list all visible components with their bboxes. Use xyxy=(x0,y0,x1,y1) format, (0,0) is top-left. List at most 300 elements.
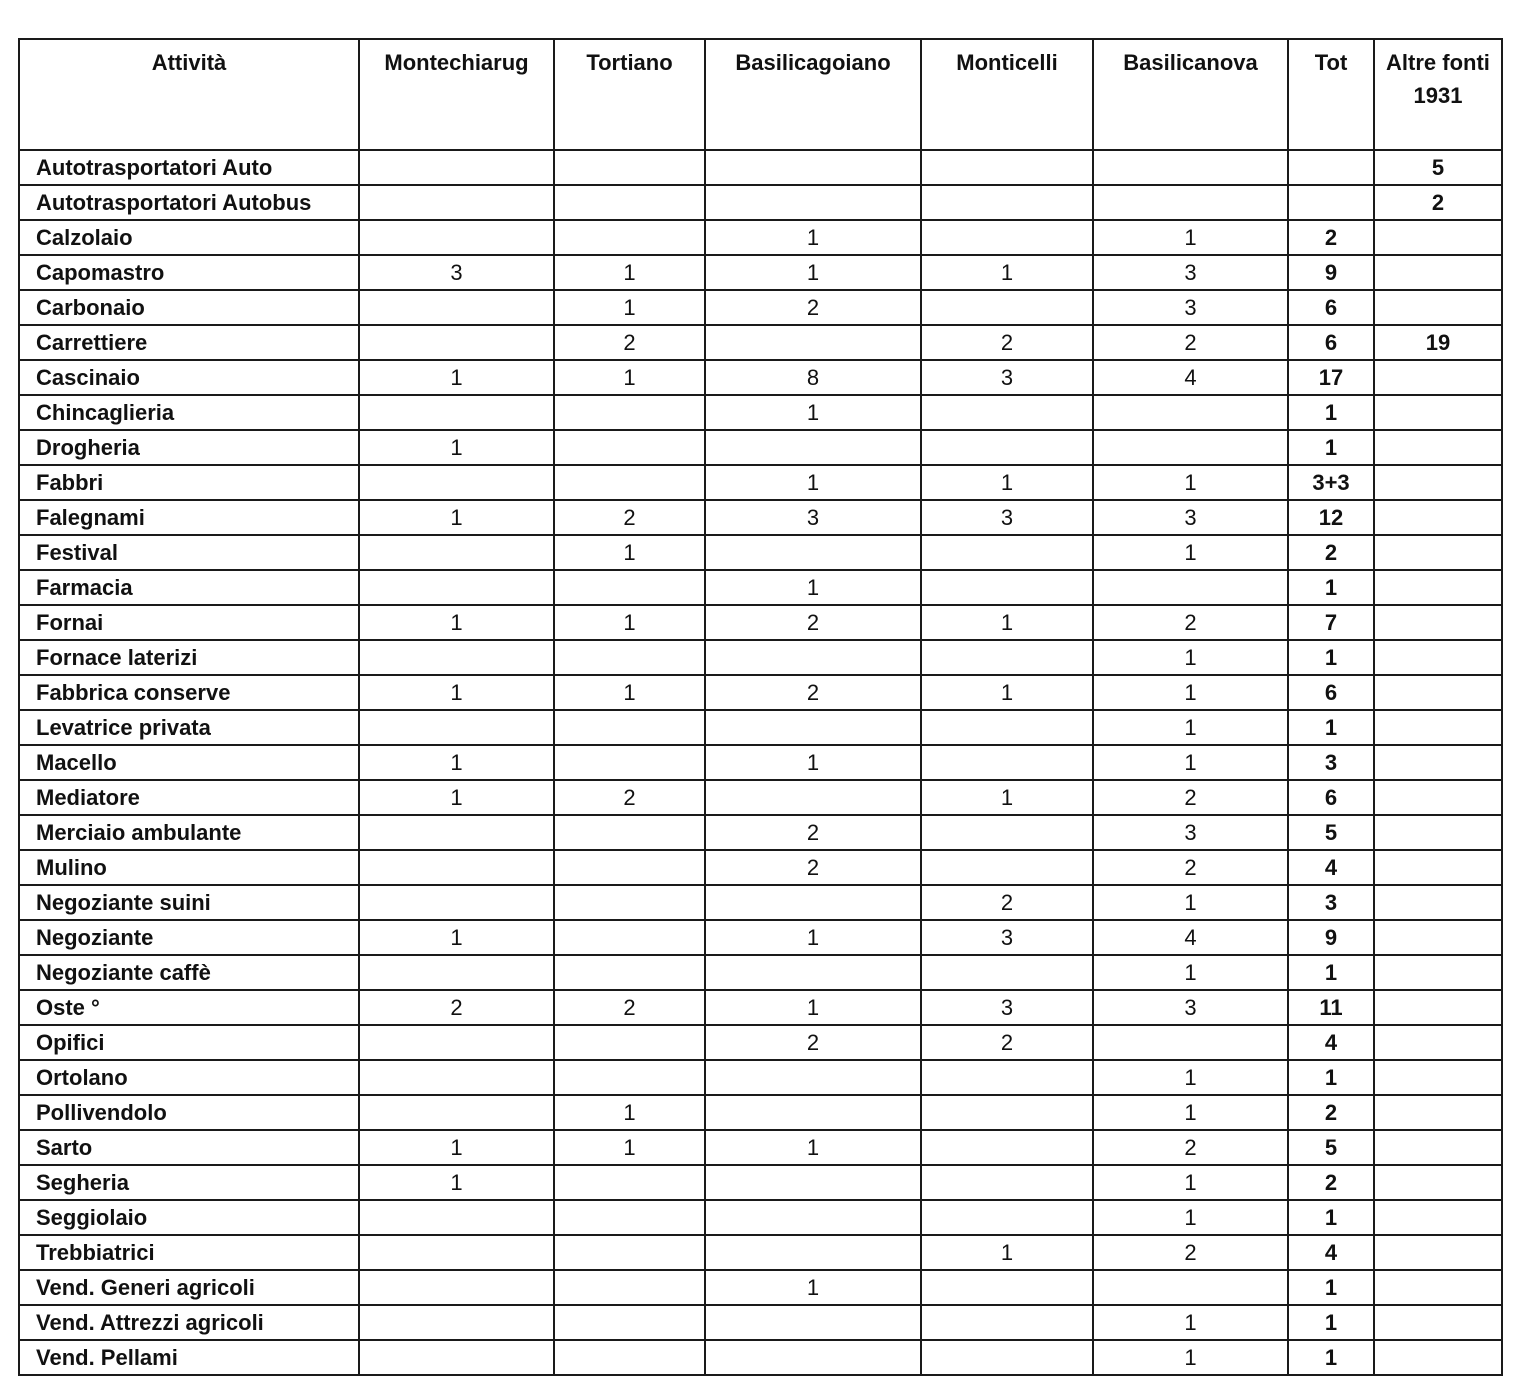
cell-basilicagoiano xyxy=(705,1235,921,1270)
cell-monticelli xyxy=(921,290,1093,325)
cell-monticelli: 1 xyxy=(921,605,1093,640)
cell-other-sources xyxy=(1374,220,1502,255)
cell-tot: 1 xyxy=(1288,1270,1374,1305)
cell-other-sources xyxy=(1374,500,1502,535)
cell-monticelli xyxy=(921,395,1093,430)
cell-tot: 1 xyxy=(1288,955,1374,990)
cell-tot: 2 xyxy=(1288,1095,1374,1130)
table-row xyxy=(19,745,1502,780)
cell-montechiarug xyxy=(359,1200,554,1235)
cell-basilicanova: 2 xyxy=(1093,605,1288,640)
table-row xyxy=(19,570,1502,605)
cell-basilicanova: 1 xyxy=(1093,640,1288,675)
cell-tortiano xyxy=(554,745,705,780)
cell-basilicanova: 3 xyxy=(1093,290,1288,325)
cell-monticelli: 2 xyxy=(921,885,1093,920)
cell-activity: Fabbrica conserve xyxy=(19,675,359,710)
table-row xyxy=(19,220,1502,255)
cell-activity: Opifici xyxy=(19,1025,359,1060)
cell-tot: 1 xyxy=(1288,1060,1374,1095)
cell-other-sources xyxy=(1374,1095,1502,1130)
cell-montechiarug xyxy=(359,815,554,850)
cell-monticelli: 1 xyxy=(921,675,1093,710)
cell-monticelli xyxy=(921,710,1093,745)
cell-activity: Farmacia xyxy=(19,570,359,605)
cell-basilicanova xyxy=(1093,1025,1288,1060)
cell-other-sources xyxy=(1374,955,1502,990)
cell-basilicanova: 1 xyxy=(1093,710,1288,745)
cell-basilicagoiano: 3 xyxy=(705,500,921,535)
cell-basilicagoiano: 1 xyxy=(705,1270,921,1305)
cell-tot: 2 xyxy=(1288,1165,1374,1200)
table-row xyxy=(19,1235,1502,1270)
cell-basilicanova: 2 xyxy=(1093,325,1288,360)
cell-basilicanova: 1 xyxy=(1093,220,1288,255)
cell-tot: 3 xyxy=(1288,885,1374,920)
cell-basilicanova: 1 xyxy=(1093,885,1288,920)
cell-basilicagoiano: 2 xyxy=(705,290,921,325)
cell-basilicagoiano xyxy=(705,780,921,815)
cell-monticelli: 3 xyxy=(921,360,1093,395)
cell-tortiano: 2 xyxy=(554,990,705,1025)
table-row xyxy=(19,885,1502,920)
cell-basilicanova: 1 xyxy=(1093,535,1288,570)
cell-basilicagoiano xyxy=(705,1095,921,1130)
cell-tot: 1 xyxy=(1288,1305,1374,1340)
cell-tortiano xyxy=(554,1060,705,1095)
cell-activity: Mediatore xyxy=(19,780,359,815)
table-row xyxy=(19,675,1502,710)
table-row xyxy=(19,850,1502,885)
cell-montechiarug: 1 xyxy=(359,1130,554,1165)
table-row xyxy=(19,1305,1502,1340)
table-row xyxy=(19,605,1502,640)
cell-basilicanova: 1 xyxy=(1093,1060,1288,1095)
cell-montechiarug xyxy=(359,1095,554,1130)
cell-other-sources xyxy=(1374,1235,1502,1270)
table-row xyxy=(19,395,1502,430)
table-row xyxy=(19,640,1502,675)
header-monticelli: Monticelli xyxy=(921,39,1093,150)
cell-other-sources xyxy=(1374,920,1502,955)
cell-basilicagoiano xyxy=(705,1200,921,1235)
cell-montechiarug: 1 xyxy=(359,430,554,465)
cell-activity: Vend. Pellami xyxy=(19,1340,359,1375)
cell-tot: 3 xyxy=(1288,745,1374,780)
cell-tot: 9 xyxy=(1288,255,1374,290)
cell-other-sources xyxy=(1374,395,1502,430)
cell-other-sources xyxy=(1374,640,1502,675)
cell-montechiarug xyxy=(359,955,554,990)
cell-activity: Capomastro xyxy=(19,255,359,290)
cell-monticelli xyxy=(921,1200,1093,1235)
cell-other-sources xyxy=(1374,675,1502,710)
cell-tot: 3+3 xyxy=(1288,465,1374,500)
cell-activity: Ortolano xyxy=(19,1060,359,1095)
cell-tot: 6 xyxy=(1288,675,1374,710)
cell-monticelli xyxy=(921,1305,1093,1340)
cell-other-sources xyxy=(1374,990,1502,1025)
cell-tortiano xyxy=(554,710,705,745)
cell-tot: 9 xyxy=(1288,920,1374,955)
cell-activity: Festival xyxy=(19,535,359,570)
cell-other-sources xyxy=(1374,1130,1502,1165)
cell-activity: Sarto xyxy=(19,1130,359,1165)
cell-basilicanova xyxy=(1093,1270,1288,1305)
cell-montechiarug xyxy=(359,850,554,885)
cell-montechiarug: 1 xyxy=(359,780,554,815)
document-sheet xyxy=(18,38,1501,1376)
cell-monticelli: 1 xyxy=(921,255,1093,290)
cell-montechiarug xyxy=(359,535,554,570)
cell-tortiano xyxy=(554,465,705,500)
cell-tot: 1 xyxy=(1288,640,1374,675)
cell-monticelli xyxy=(921,745,1093,780)
cell-other-sources xyxy=(1374,710,1502,745)
table-row xyxy=(19,185,1502,220)
cell-activity: Drogheria xyxy=(19,430,359,465)
cell-other-sources xyxy=(1374,290,1502,325)
cell-basilicagoiano xyxy=(705,955,921,990)
cell-basilicanova: 4 xyxy=(1093,360,1288,395)
cell-montechiarug xyxy=(359,185,554,220)
cell-tot: 1 xyxy=(1288,710,1374,745)
cell-activity: Oste ° xyxy=(19,990,359,1025)
cell-tortiano xyxy=(554,920,705,955)
cell-tot: 12 xyxy=(1288,500,1374,535)
cell-tot: 1 xyxy=(1288,430,1374,465)
cell-other-sources: 5 xyxy=(1374,150,1502,185)
cell-tortiano: 1 xyxy=(554,1095,705,1130)
cell-monticelli: 2 xyxy=(921,1025,1093,1060)
cell-other-sources xyxy=(1374,570,1502,605)
table-row xyxy=(19,1200,1502,1235)
cell-monticelli xyxy=(921,850,1093,885)
cell-basilicanova: 2 xyxy=(1093,1235,1288,1270)
cell-tortiano xyxy=(554,1200,705,1235)
cell-basilicanova: 1 xyxy=(1093,675,1288,710)
cell-activity: Carrettiere xyxy=(19,325,359,360)
cell-activity: Calzolaio xyxy=(19,220,359,255)
cell-other-sources xyxy=(1374,605,1502,640)
cell-basilicanova: 3 xyxy=(1093,500,1288,535)
cell-monticelli xyxy=(921,1095,1093,1130)
cell-montechiarug xyxy=(359,640,554,675)
cell-basilicagoiano xyxy=(705,1305,921,1340)
cell-tortiano: 2 xyxy=(554,500,705,535)
cell-tot: 6 xyxy=(1288,290,1374,325)
cell-activity: Merciaio ambulante xyxy=(19,815,359,850)
cell-activity: Fornace laterizi xyxy=(19,640,359,675)
cell-basilicanova: 1 xyxy=(1093,1095,1288,1130)
cell-basilicagoiano xyxy=(705,1165,921,1200)
cell-tortiano: 2 xyxy=(554,780,705,815)
cell-monticelli xyxy=(921,430,1093,465)
cell-basilicanova: 1 xyxy=(1093,465,1288,500)
cell-tot: 1 xyxy=(1288,395,1374,430)
cell-activity: Vend. Attrezzi agricoli xyxy=(19,1305,359,1340)
cell-basilicagoiano: 8 xyxy=(705,360,921,395)
cell-basilicagoiano: 1 xyxy=(705,395,921,430)
cell-tot: 2 xyxy=(1288,220,1374,255)
cell-basilicagoiano: 1 xyxy=(705,990,921,1025)
cell-montechiarug xyxy=(359,1025,554,1060)
cell-monticelli xyxy=(921,570,1093,605)
cell-basilicanova xyxy=(1093,185,1288,220)
cell-montechiarug xyxy=(359,1305,554,1340)
cell-other-sources xyxy=(1374,850,1502,885)
table-row xyxy=(19,1025,1502,1060)
table-row xyxy=(19,465,1502,500)
table-row xyxy=(19,360,1502,395)
cell-tortiano xyxy=(554,885,705,920)
table-row xyxy=(19,430,1502,465)
cell-activity: Segheria xyxy=(19,1165,359,1200)
cell-basilicagoiano: 1 xyxy=(705,920,921,955)
cell-tortiano: 1 xyxy=(554,535,705,570)
cell-activity: Trebbiatrici xyxy=(19,1235,359,1270)
cell-other-sources xyxy=(1374,745,1502,780)
cell-monticelli: 3 xyxy=(921,920,1093,955)
cell-other-sources: 19 xyxy=(1374,325,1502,360)
cell-other-sources xyxy=(1374,360,1502,395)
cell-basilicanova: 2 xyxy=(1093,850,1288,885)
cell-montechiarug: 1 xyxy=(359,360,554,395)
cell-tortiano xyxy=(554,430,705,465)
table-row xyxy=(19,500,1502,535)
cell-basilicagoiano xyxy=(705,1060,921,1095)
cell-tortiano xyxy=(554,955,705,990)
cell-tot: 5 xyxy=(1288,1130,1374,1165)
cell-activity: Mulino xyxy=(19,850,359,885)
cell-basilicagoiano: 2 xyxy=(705,605,921,640)
header-montechiarug: Montechiarug xyxy=(359,39,554,150)
cell-montechiarug xyxy=(359,1270,554,1305)
cell-basilicagoiano: 2 xyxy=(705,675,921,710)
cell-basilicanova: 2 xyxy=(1093,780,1288,815)
cell-basilicanova: 4 xyxy=(1093,920,1288,955)
cell-basilicagoiano: 1 xyxy=(705,255,921,290)
cell-tot: 7 xyxy=(1288,605,1374,640)
cell-montechiarug: 1 xyxy=(359,675,554,710)
table-row xyxy=(19,255,1502,290)
cell-montechiarug xyxy=(359,150,554,185)
cell-tortiano: 1 xyxy=(554,605,705,640)
cell-basilicagoiano xyxy=(705,535,921,570)
cell-tortiano: 2 xyxy=(554,325,705,360)
cell-basilicanova: 1 xyxy=(1093,1165,1288,1200)
cell-tortiano xyxy=(554,1165,705,1200)
cell-monticelli: 2 xyxy=(921,325,1093,360)
cell-monticelli: 3 xyxy=(921,990,1093,1025)
cell-other-sources xyxy=(1374,1200,1502,1235)
cell-tortiano xyxy=(554,150,705,185)
cell-montechiarug: 2 xyxy=(359,990,554,1025)
cell-basilicagoiano: 1 xyxy=(705,1130,921,1165)
cell-activity: Negoziante xyxy=(19,920,359,955)
table-row xyxy=(19,780,1502,815)
cell-other-sources xyxy=(1374,815,1502,850)
cell-monticelli xyxy=(921,150,1093,185)
cell-tot: 4 xyxy=(1288,850,1374,885)
cell-other-sources xyxy=(1374,1025,1502,1060)
cell-other-sources xyxy=(1374,430,1502,465)
cell-activity: Seggiolaio xyxy=(19,1200,359,1235)
cell-other-sources xyxy=(1374,885,1502,920)
cell-tortiano xyxy=(554,1025,705,1060)
cell-tortiano xyxy=(554,1305,705,1340)
cell-activity: Pollivendolo xyxy=(19,1095,359,1130)
cell-monticelli: 3 xyxy=(921,500,1093,535)
cell-basilicanova: 3 xyxy=(1093,990,1288,1025)
cell-montechiarug xyxy=(359,885,554,920)
cell-monticelli xyxy=(921,640,1093,675)
cell-basilicanova xyxy=(1093,430,1288,465)
header-other-sources: Altre fonti 1931 xyxy=(1374,39,1502,150)
table-header xyxy=(19,39,1502,150)
cell-tortiano: 1 xyxy=(554,675,705,710)
cell-basilicagoiano xyxy=(705,430,921,465)
cell-monticelli: 1 xyxy=(921,1235,1093,1270)
cell-basilicagoiano: 1 xyxy=(705,745,921,780)
cell-tortiano: 1 xyxy=(554,255,705,290)
cell-monticelli xyxy=(921,1270,1093,1305)
cell-activity: Negoziante suini xyxy=(19,885,359,920)
cell-tot: 11 xyxy=(1288,990,1374,1025)
cell-montechiarug xyxy=(359,710,554,745)
cell-montechiarug xyxy=(359,1060,554,1095)
table-row xyxy=(19,1130,1502,1165)
cell-tot: 4 xyxy=(1288,1235,1374,1270)
cell-activity: Cascinaio xyxy=(19,360,359,395)
cell-other-sources xyxy=(1374,535,1502,570)
cell-montechiarug xyxy=(359,1235,554,1270)
table-row xyxy=(19,1095,1502,1130)
cell-activity: Autotrasportatori Autobus xyxy=(19,185,359,220)
cell-monticelli xyxy=(921,220,1093,255)
cell-activity: Levatrice privata xyxy=(19,710,359,745)
table-row xyxy=(19,920,1502,955)
cell-monticelli xyxy=(921,1165,1093,1200)
cell-tortiano: 1 xyxy=(554,1130,705,1165)
footnote-cut-off xyxy=(18,1368,1118,1380)
cell-tot: 1 xyxy=(1288,1340,1374,1375)
cell-basilicagoiano xyxy=(705,885,921,920)
cell-tortiano xyxy=(554,850,705,885)
header-row xyxy=(19,39,1502,150)
cell-monticelli: 1 xyxy=(921,465,1093,500)
cell-basilicanova: 3 xyxy=(1093,815,1288,850)
cell-monticelli: 1 xyxy=(921,780,1093,815)
cell-tot: 6 xyxy=(1288,325,1374,360)
cell-tot: 5 xyxy=(1288,815,1374,850)
cell-basilicagoiano: 1 xyxy=(705,465,921,500)
cell-activity: Falegnami xyxy=(19,500,359,535)
table-row xyxy=(19,1270,1502,1305)
cell-activity: Chincaglieria xyxy=(19,395,359,430)
cell-other-sources xyxy=(1374,780,1502,815)
cell-basilicanova xyxy=(1093,395,1288,430)
cell-other-sources: 2 xyxy=(1374,185,1502,220)
cell-basilicanova: 1 xyxy=(1093,1305,1288,1340)
cell-basilicagoiano: 2 xyxy=(705,815,921,850)
cell-basilicagoiano xyxy=(705,185,921,220)
cell-basilicagoiano xyxy=(705,640,921,675)
table-row xyxy=(19,535,1502,570)
cell-tortiano xyxy=(554,185,705,220)
cell-other-sources xyxy=(1374,255,1502,290)
cell-activity: Carbonaio xyxy=(19,290,359,325)
cell-tortiano xyxy=(554,1235,705,1270)
cell-montechiarug: 1 xyxy=(359,605,554,640)
cell-tot xyxy=(1288,185,1374,220)
cell-activity: Macello xyxy=(19,745,359,780)
cell-montechiarug: 3 xyxy=(359,255,554,290)
cell-basilicagoiano xyxy=(705,325,921,360)
table-row xyxy=(19,325,1502,360)
cell-montechiarug xyxy=(359,220,554,255)
cell-monticelli xyxy=(921,1060,1093,1095)
cell-activity: Autotrasportatori Auto xyxy=(19,150,359,185)
activity-table xyxy=(18,38,1503,1376)
cell-activity: Vend. Generi agricoli xyxy=(19,1270,359,1305)
cell-montechiarug xyxy=(359,325,554,360)
cell-basilicagoiano xyxy=(705,710,921,745)
cell-monticelli xyxy=(921,185,1093,220)
cell-tot: 4 xyxy=(1288,1025,1374,1060)
cell-basilicanova: 1 xyxy=(1093,1200,1288,1235)
cell-basilicanova xyxy=(1093,150,1288,185)
header-basilicanova: Basilicanova xyxy=(1093,39,1288,150)
table-row xyxy=(19,1060,1502,1095)
cell-tot: 2 xyxy=(1288,535,1374,570)
cell-montechiarug: 1 xyxy=(359,500,554,535)
cell-monticelli xyxy=(921,815,1093,850)
cell-activity: Negoziante caffè xyxy=(19,955,359,990)
table-row xyxy=(19,990,1502,1025)
table-row xyxy=(19,710,1502,745)
header-basilicagoiano: Basilicagoiano xyxy=(705,39,921,150)
cell-tortiano: 1 xyxy=(554,360,705,395)
cell-basilicanova: 3 xyxy=(1093,255,1288,290)
cell-other-sources xyxy=(1374,1340,1502,1375)
cell-tortiano xyxy=(554,570,705,605)
cell-tot: 1 xyxy=(1288,570,1374,605)
cell-montechiarug xyxy=(359,465,554,500)
cell-monticelli xyxy=(921,535,1093,570)
cell-tot: 6 xyxy=(1288,780,1374,815)
cell-basilicanova: 1 xyxy=(1093,955,1288,990)
cell-tot: 17 xyxy=(1288,360,1374,395)
cell-basilicanova: 1 xyxy=(1093,1340,1288,1375)
header-activity: Attività xyxy=(19,39,359,150)
cell-montechiarug xyxy=(359,290,554,325)
cell-tortiano xyxy=(554,220,705,255)
cell-other-sources xyxy=(1374,465,1502,500)
cell-montechiarug: 1 xyxy=(359,745,554,780)
cell-activity: Fornai xyxy=(19,605,359,640)
cell-activity: Fabbri xyxy=(19,465,359,500)
cell-other-sources xyxy=(1374,1165,1502,1200)
cell-tortiano xyxy=(554,395,705,430)
cell-tortiano xyxy=(554,640,705,675)
cell-basilicagoiano: 1 xyxy=(705,570,921,605)
cell-basilicanova: 1 xyxy=(1093,745,1288,780)
cell-other-sources xyxy=(1374,1060,1502,1095)
cell-tortiano xyxy=(554,815,705,850)
cell-monticelli xyxy=(921,1130,1093,1165)
cell-other-sources xyxy=(1374,1305,1502,1340)
